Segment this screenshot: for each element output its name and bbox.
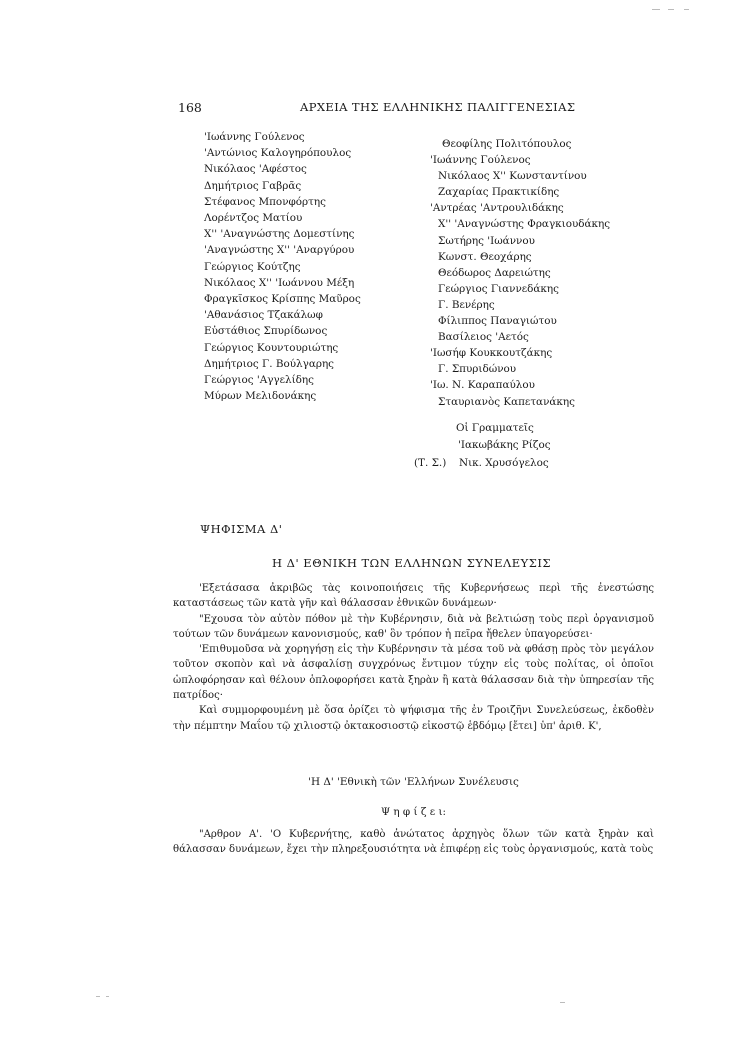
- signatory: Φραγκῖσκος Κρίσπης Μαῦρος: [204, 293, 361, 306]
- scan-mark: [652, 9, 660, 10]
- signatory: Σταυριανὸς Καπετανάκης: [438, 395, 575, 408]
- signatory: Γεώργιος 'Αγγελίδης: [204, 374, 314, 387]
- signatory: Σωτήρης 'Ιωάννου: [438, 234, 535, 247]
- signatories-right-column: [430, 136, 610, 410]
- secretaries-title: Οἱ Γραμματεῖς: [456, 422, 534, 434]
- signatory: Θεοφίλης Πολιτόπουλος: [442, 138, 572, 150]
- signatory: Μύρων Μελιδονάκης: [204, 390, 317, 403]
- signatory: Νικόλαος Χ'' 'Ιωάννου Μέξη: [204, 276, 355, 289]
- assembly-heading: Η Δ' ΕΘΝΙΚΗ ΤΩΝ ΕΛΛΗΝΩΝ ΣΥΝΕΛΕΥΣΙΣ: [272, 556, 552, 570]
- secretary-name: Νικ. Χρυσόγελος: [459, 457, 549, 469]
- signatory: 'Ιωσήφ Κουκκουτζάκης: [430, 347, 553, 360]
- secretary-name: 'Ιακωβάκης Ρίζος: [458, 439, 551, 451]
- scan-mark: [106, 996, 109, 997]
- signatories-left-column: [204, 129, 361, 404]
- scan-mark: [668, 9, 674, 10]
- signatory: Στέφανος Μπονφόρτης: [204, 195, 326, 208]
- preamble-paragraph: 'Εξετάσασα ἀκριβῶς τὰς κοινοποιήσεις τῆς Κυβερνήσεως περὶ τῆς ἐνεστώσης καταστάσεως τῶν κατὰ γῆν καὶ θάλασσαν ἐθνικῶν δυνάμεων·: [173, 583, 654, 610]
- signatory: Χ'' 'Αναγνώστης Δομεστίνης: [204, 228, 355, 241]
- signatory: Φίλιππος Παναγιώτου: [438, 315, 557, 328]
- signatory: Ζαχαρίας Πρακτικίδης: [438, 186, 560, 199]
- signatory: Νικόλαος Χ'' Κωνσταντίνου: [438, 170, 587, 183]
- signatory: 'Αντρέας 'Αντρουλιδάκης: [430, 202, 564, 215]
- signatory: Λορέντζος Ματίου: [204, 212, 303, 225]
- signatory: Νικόλαος 'Αφέστος: [204, 163, 307, 176]
- signatory: 'Ιωάννης Γούλενος: [204, 131, 305, 143]
- signatory: Γ. Βενέρης: [438, 298, 495, 311]
- article-block: [173, 827, 654, 858]
- seal-mark: (Τ. Σ.): [414, 457, 447, 469]
- signatory: Δημήτριος Γ. Βούλγαρης: [204, 357, 335, 370]
- signatory: Θεόδωρος Δαρειώτης: [438, 266, 551, 279]
- running-title: ΑΡΧΕΙΑ ΤΗΣ ΕΛΛΗΝΙΚΗΣ ΠΑΛΙΓΓΕΝΕΣΙΑΣ: [300, 100, 576, 114]
- signatory: Γεώργιος Κουντουριώτης: [204, 341, 339, 354]
- assembly-line: 'Η Δ' 'Εθνικὴ τῶν 'Ελλήνων Συνέλευσις: [308, 776, 519, 788]
- preamble-paragraph: 'Επιθυμοῦσα νὰ χορηγήσῃ εἰς τὴν Κυβέρνησιν τὰ μέσα τοῦ νὰ φθάσῃ πρὸς τὸν μεγάλον τοῦτον σκοπὸν καὶ νὰ ἀσφαλίσῃ συγχρόνως ἔντιμον τύχην εἰς τοὺς πολίτας, οἱ ὁποῖοι ὡπλοφόρησαν καὶ θέλουν ὁπλοφορήσει κατὰ ξηρὰν ἢ κατὰ θάλασσαν διὰ τὴν ὑπηρεσίαν τῆς πατρίδος·: [173, 644, 654, 702]
- decree-label: ΨΗΦΙΣΜΑ Δ': [200, 522, 283, 536]
- signatory: Γ. Σπυριδώνου: [438, 363, 517, 376]
- scan-mark: [684, 9, 689, 10]
- signatory: 'Αντώνιος Καλογηρόπουλος: [204, 147, 352, 160]
- signatory: 'Ιω. Ν. Καραπαύλου: [430, 379, 535, 392]
- article-text: "Αρθρον Α'. 'Ο Κυβερνήτης, καθὸ ἀνώτατος ἀρχηγὸς ὅλων τῶν κατὰ ξηρὰν καὶ θάλασσαν δυνάμεων, ἔχει τὴν πληρεξουσιότητα νὰ ἐπιφέρῃ εἰς τοὺς ὀργανισμούς, κατὰ τοὺς: [173, 829, 654, 856]
- signatory: Χ'' 'Αναγνώστης Φραγκιουδάκης: [438, 218, 611, 231]
- signatory: 'Αθανάσιος Τζακάλωφ: [204, 309, 323, 322]
- signatory: 'Αναγνώστης Χ'' 'Αναργύρου: [204, 244, 355, 257]
- signatory: Δημήτριος Γαβρᾶς: [204, 179, 302, 192]
- signatory: Κωνστ. Θεοχάρης: [438, 250, 532, 263]
- decrees-line: Ψ η φ ί ζ ε ι:: [380, 806, 447, 818]
- scan-mark: [96, 996, 100, 997]
- signatory: Βασίλειος 'Αετός: [438, 331, 529, 344]
- decree-preamble: [173, 581, 654, 734]
- signatory: Εὐστάθιος Σπυρίδωνος: [204, 325, 328, 338]
- signatory: Γεώργιος Γιαννεδάκης: [438, 282, 559, 295]
- preamble-paragraph: Καὶ συμμορφουμένη μὲ ὅσα ὁρίζει τὸ ψήφισμα τῆς ἐν Τροιζῆνι Συνελεύσεως, ἐκδοθὲν τὴν πέμπτην Μαΐου τῷ χιλιοστῷ ὀκτακοσιοστῷ εἰκοστῷ ἑβδόμῳ [ἔτει] ὑπ' ἀριθ. Κ',: [173, 705, 654, 732]
- page-number: 168: [178, 100, 202, 115]
- scan-mark: [560, 1002, 565, 1003]
- signatory: 'Ιωάννης Γούλενος: [430, 154, 531, 167]
- signatory: Γεώργιος Κούτζης: [204, 260, 301, 273]
- preamble-paragraph: "Εχουσα τὸν αὐτὸν πόθον μὲ τὴν Κυβέρνησιν, διὰ νὰ βελτιώσῃ τοὺς περὶ ὀργανισμοῦ τούτων τῶν δυνάμεων κανονισμούς, καθ' ὃν τρόπον ἡ πεῖρα ἤθελεν ὑπαγορεύσει·: [173, 613, 654, 640]
